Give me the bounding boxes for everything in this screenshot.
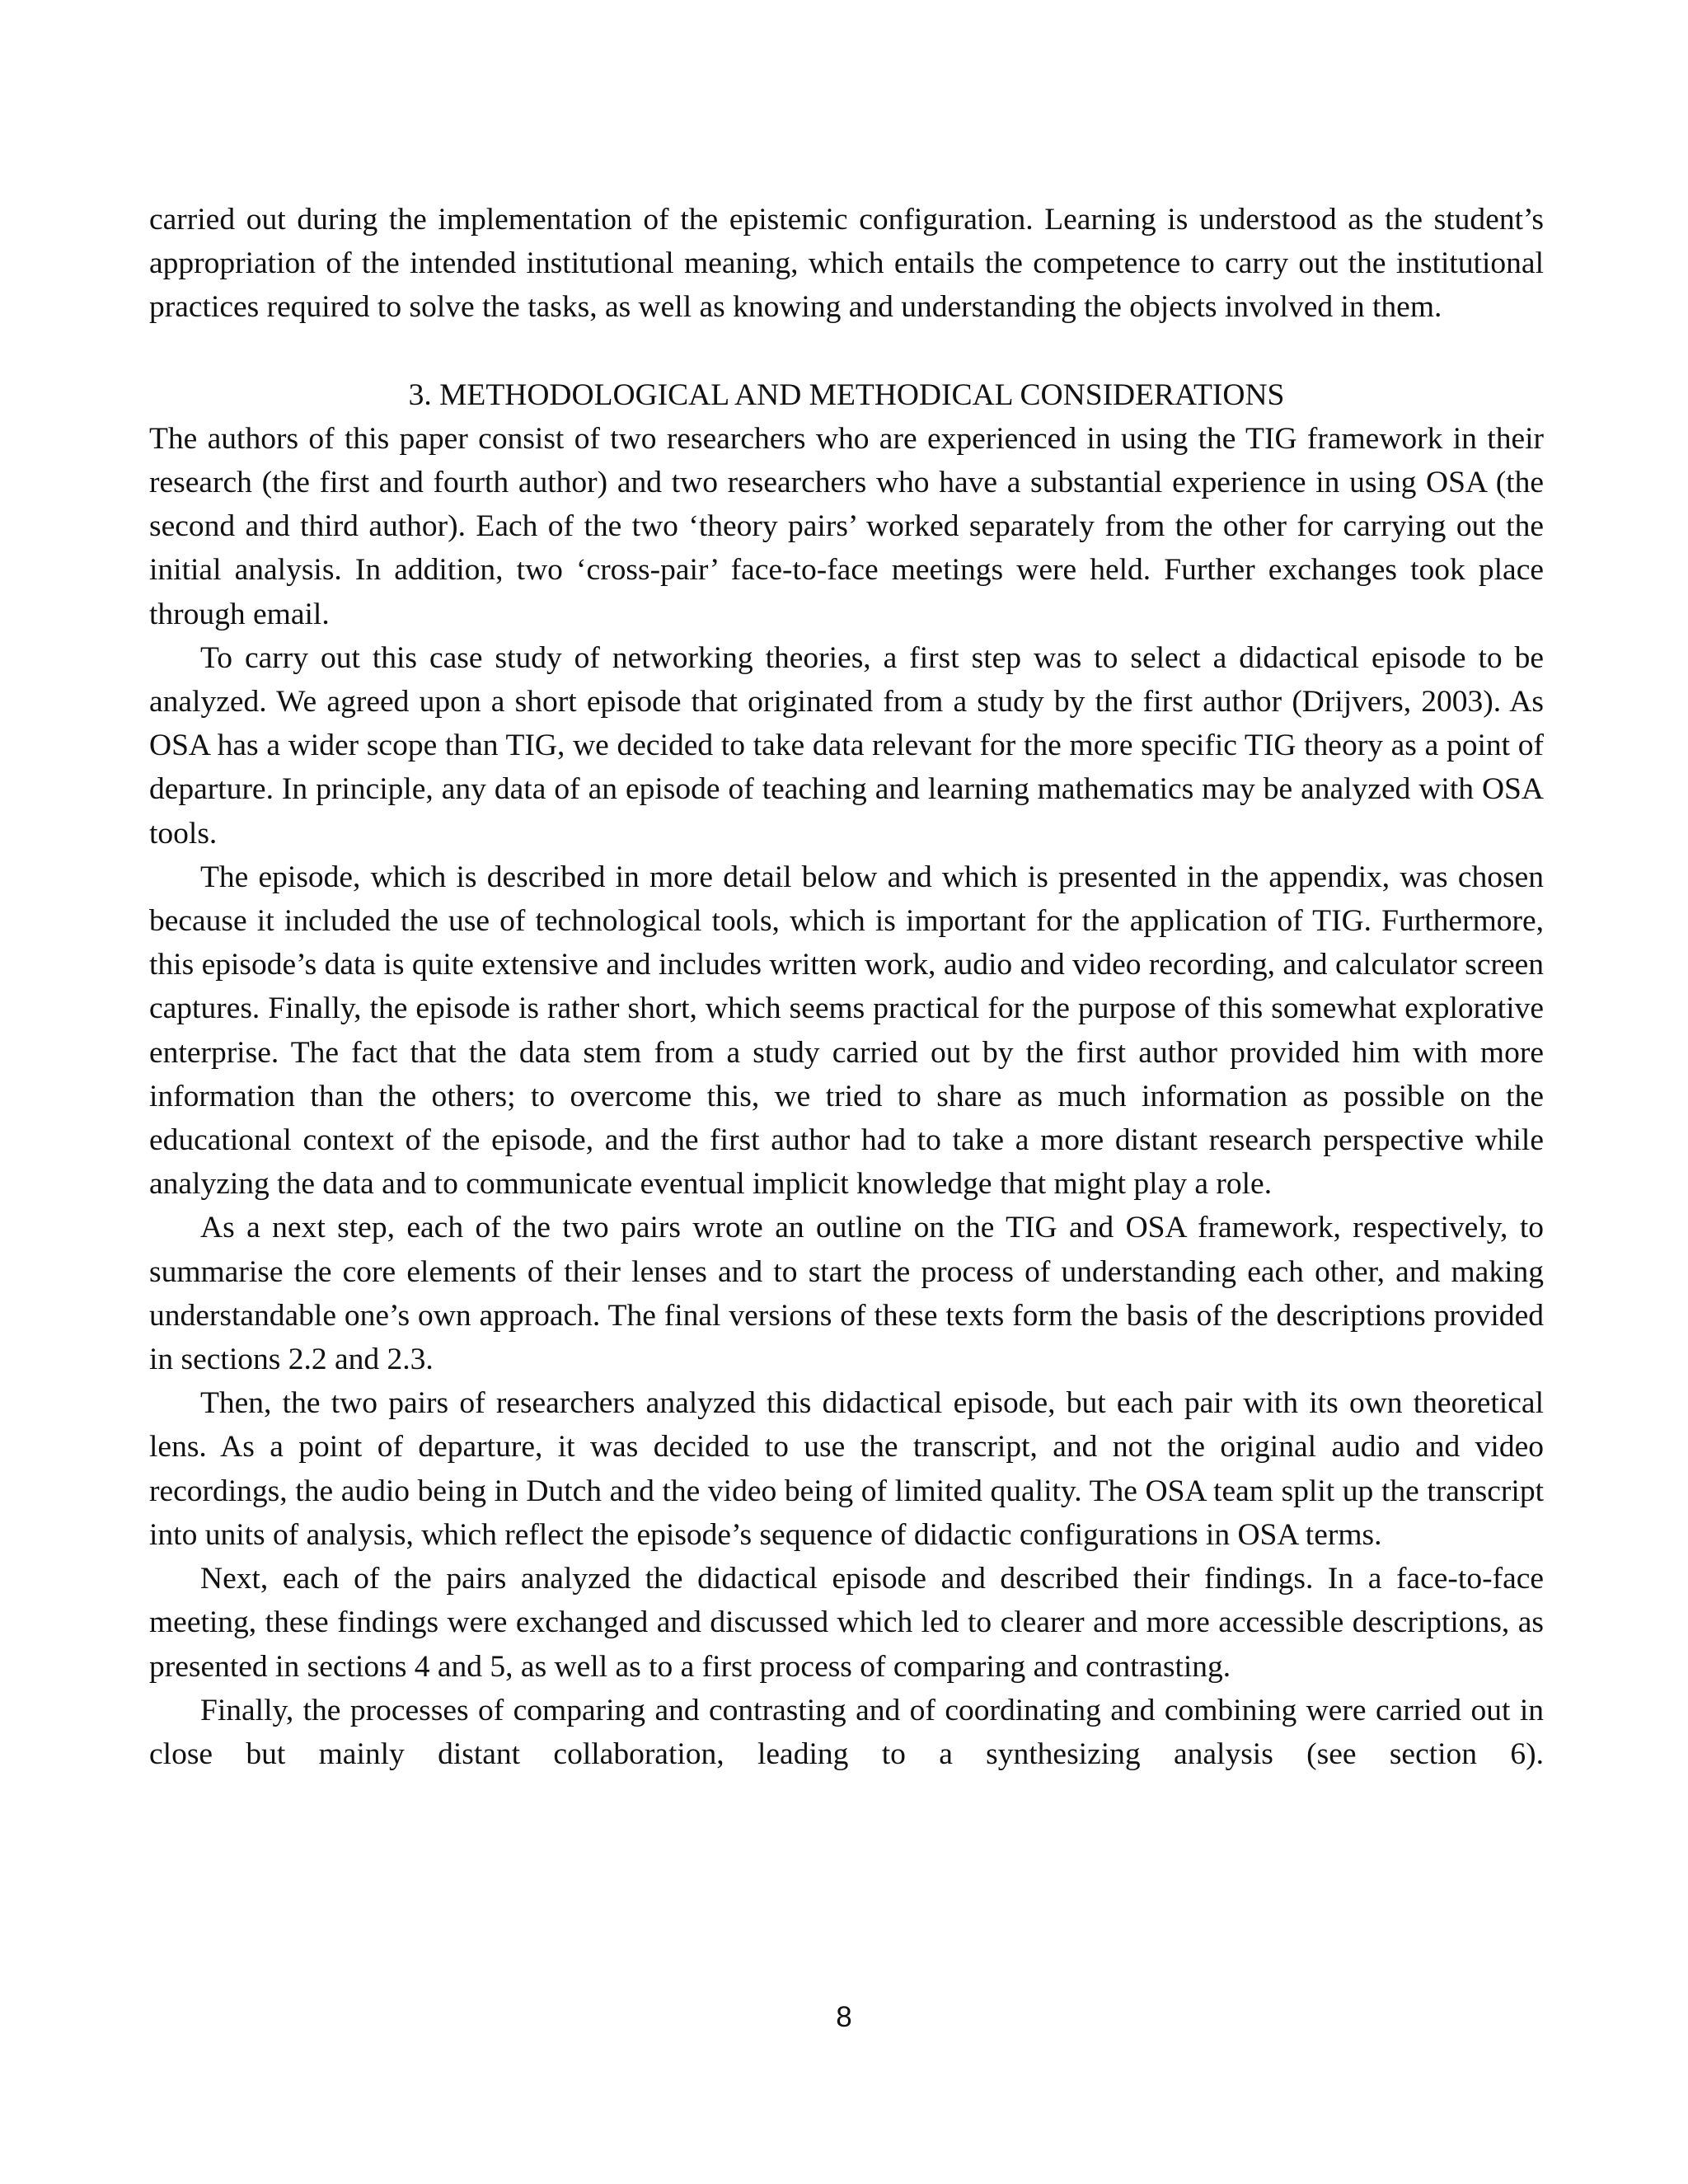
paragraph-case-study: To carry out this case study of networking theories, a first step was to select a didactical episode to be analyzed. We agreed upon a short episode that originated from a study by the first author (Drijvers, 2003). As OSA has a wider scope than TIG, we decided to take data relevant for the more specific TIG theory as a point of departure. In principle, any data of an episode of teaching and learning mathematics may be analyzed with OSA tools. xyxy=(149,640,1544,851)
paragraph-findings: Next, each of the pairs analyzed the didactical episode and described their findings. In a face-to-face meeting, these findings were exchanged and discussed which led to clearer and more accessible descriptions, as presented in sections 4 and 5, as well as to a first process of comparing and contrasting. xyxy=(149,1562,1544,1684)
paragraph-analysis: Then, the two pairs of researchers analyzed this didactical episode, but each pair with its own theoretical lens. As a point of departure, it was decided to use the transcript, and not the original audio and video recordings, the audio being in Dutch and the video being of limited quality. The OSA team split up the transcript into units of analysis, which reflect the episode’s sequence of didactic configurations in OSA terms. xyxy=(149,1386,1544,1552)
page-number: 8 xyxy=(836,2001,852,2033)
page-body xyxy=(149,198,1544,1776)
paragraph-authors: The authors of this paper consist of two researchers who are experienced in using the TIG framework in their research (the first and fourth author) and two researchers who have a substantial experience in using OSA (the second and third author). Each of the two ‘theory pairs’ worked separately from the other for carrying out the initial analysis. In addition, two ‘cross-pair’ face-to-face meetings were held. Further exchanges took place through email. xyxy=(149,421,1544,631)
paragraph-final-processes: Finally, the processes of comparing and contrasting and of coordinating and combining were carried out in close but mainly distant collaboration, leading to a synthesizing analysis (see section 6). xyxy=(149,1693,1544,1771)
paragraph-continued: carried out during the implementation of the epistemic configuration. Learning is understood as the student’s appropriation of the intended institutional meaning, which entails the competence to carry out the institutional practices required to solve the tasks, as well as knowing and understanding the objects involved in them. xyxy=(149,203,1544,325)
paragraph-episode: The episode, which is described in more detail below and which is presented in the appendix, was chosen because it included the use of technological tools, which is important for the application of TIG. Furthermore, this episode’s data is quite extensive and includes written work, audio and video recording, and calculator screen captures. Finally, the episode is rather short, which seems practical for the purpose of this somewhat explorative enterprise. The fact that the data stem from a study carried out by the first author provided him with more information than the others; to overcome this, we tried to share as much information as possible on the educational context of the episode, and the first author had to take a more distant research perspective while analyzing the data and to communicate eventual implicit knowledge that might play a role. xyxy=(149,860,1544,1202)
section-heading: 3. METHODOLOGICAL AND METHODICAL CONSIDERATIONS xyxy=(408,377,1285,412)
paragraph-outline: As a next step, each of the two pairs wrote an outline on the TIG and OSA framework, respectively, to summarise the core elements of their lenses and to start the process of understanding each other, and making understandable one’s own approach. The final versions of these texts form the basis of the descriptions provided in sections 2.2 and 2.3. xyxy=(149,1211,1544,1377)
